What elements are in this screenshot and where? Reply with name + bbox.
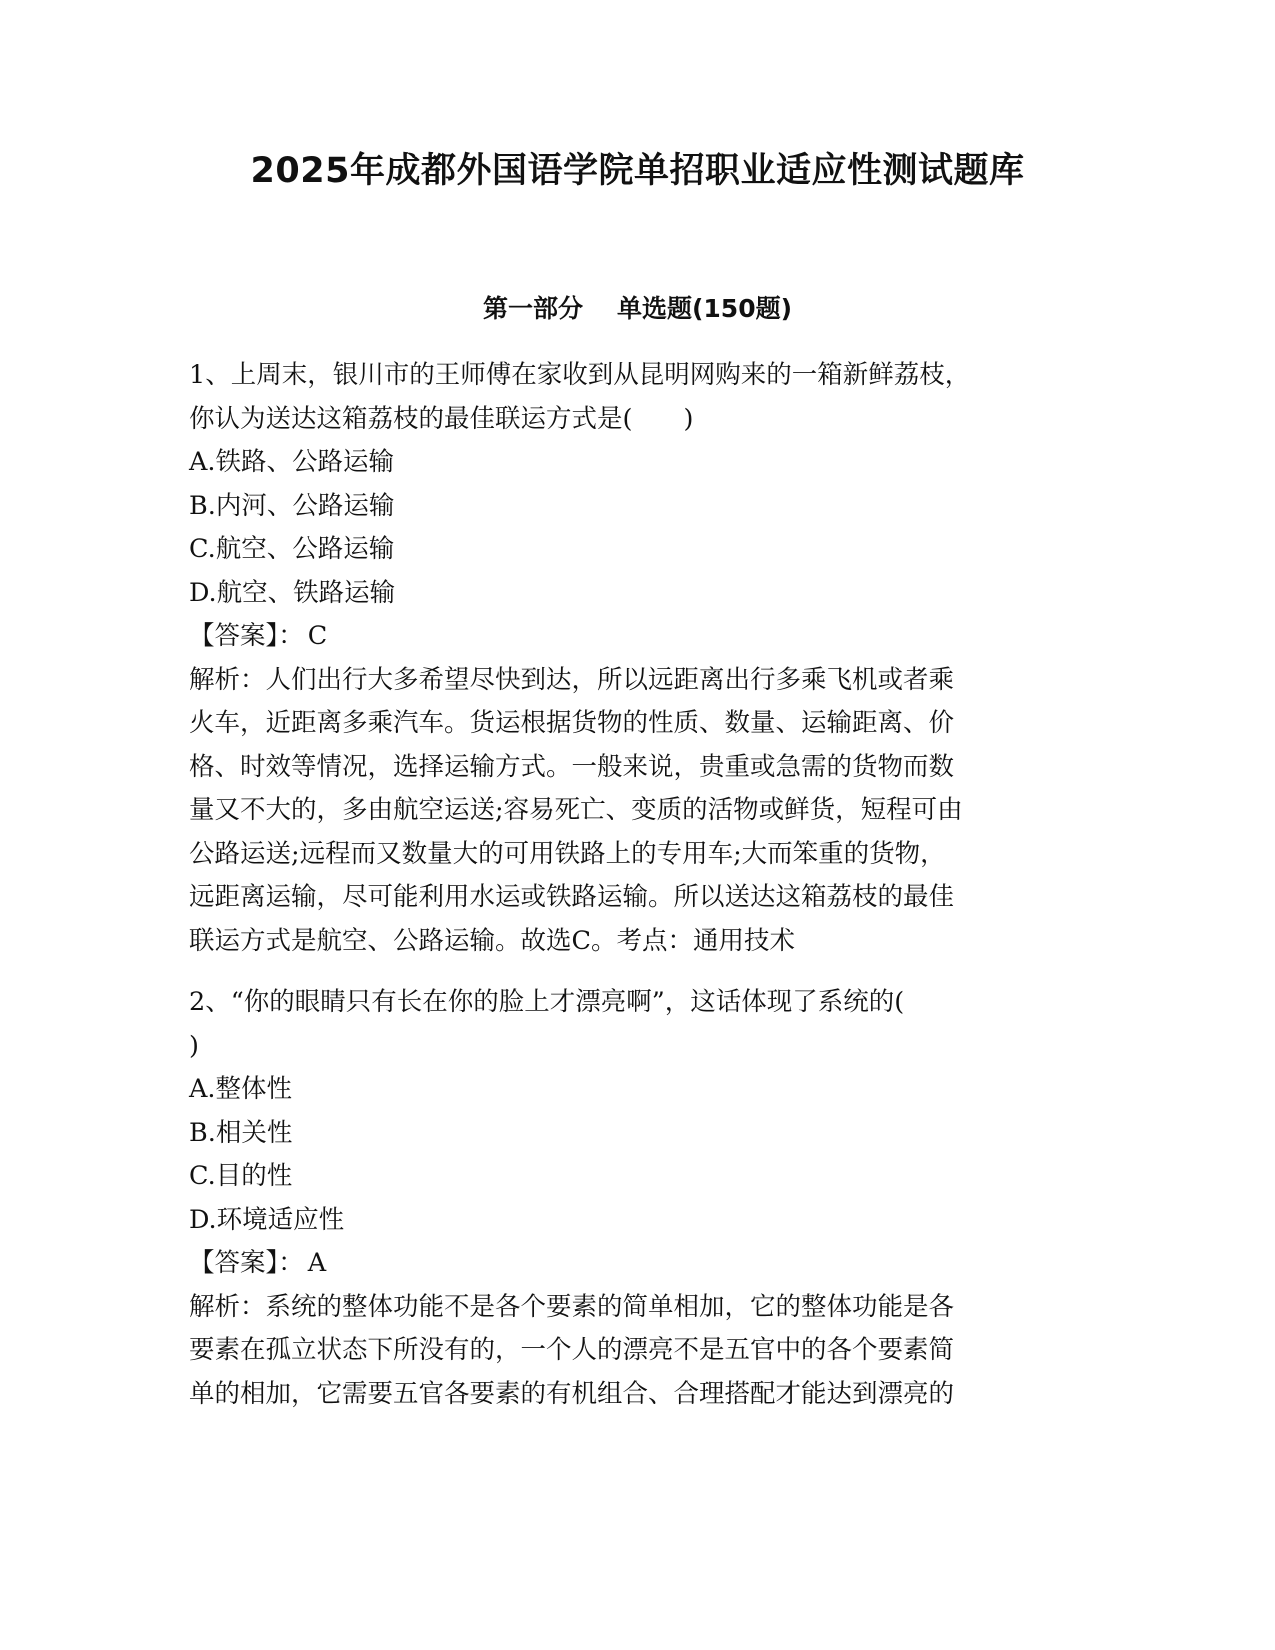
question-1 [189,354,1089,963]
answer-label: 【答案】： [189,621,304,651]
analysis-line: 单的相加，它需要五官各要素的有机组合、合理搭配才能达到漂亮的 [189,1378,955,1409]
section-heading [0,291,1275,327]
option-b: B.相关性 [189,1117,293,1148]
question-stem-line: 2、“你的眼睛只有长在你的脸上才漂亮啊”，这话体现了系统的( [189,987,905,1017]
analysis-line: 解析：人们出行大多希望尽快到达，所以远距离出行多乘飞机或者乘 [189,664,955,695]
question-list [189,354,1089,1434]
document-title: 2025年成都外国语学院单招职业适应性测试题库 [250,151,1025,191]
answer-value: A [307,1248,327,1278]
option-d: D.环境适应性 [189,1204,345,1235]
section-name: 单选题(150题) [616,294,793,323]
question-stem-line: ) [189,1030,199,1061]
analysis-line: 解析：系统的整体功能不是各个要素的简单相加，它的整体功能是各 [189,1291,955,1322]
analysis-line: 公路运送;远程而又数量大的可用铁路上的专用车;大而笨重的货物， [189,838,946,869]
answer-line [189,615,1089,659]
answer-line [189,1242,1089,1286]
option-c: C.目的性 [189,1161,293,1191]
analysis-line: 联运方式是航空、公路运输。故选C。考点：通用技术 [189,925,796,956]
analysis-line: 火车，近距离多乘汽车。货运根据货物的性质、数量、运输距离、价 [189,708,955,738]
analysis-line: 量又不大的，多由航空运送;容易死亡、变质的活物或鲜货，短程可由 [189,795,963,825]
answer-value: C [307,621,328,651]
section-part: 第一部分 [482,294,583,323]
option-c: C.航空、公路运输 [189,534,395,564]
option-d: D.航空、铁路运输 [189,577,396,608]
analysis-line: 要素在孤立状态下所没有的，一个人的漂亮不是五官中的各个要素简 [189,1335,955,1365]
option-a: A.整体性 [189,1074,293,1104]
question-stem-line: 你认为送达这箱荔枝的最佳联运方式是( ) [189,403,694,434]
analysis-line: 远距离运输，尽可能利用水运或铁路运输。所以送达这箱荔枝的最佳 [189,882,955,912]
option-a: A.铁路、公路运输 [189,447,395,477]
question-stem-line: 1、上周末，银川市的王师傅在家收到从昆明网购来的一箱新鲜荔枝， [189,360,971,390]
answer-label: 【答案】： [189,1248,304,1278]
option-b: B.内河、公路运输 [189,490,395,521]
analysis-line: 格、时效等情况，选择运输方式。一般来说，贵重或急需的货物而数 [189,751,955,782]
question-2 [189,981,1089,1416]
